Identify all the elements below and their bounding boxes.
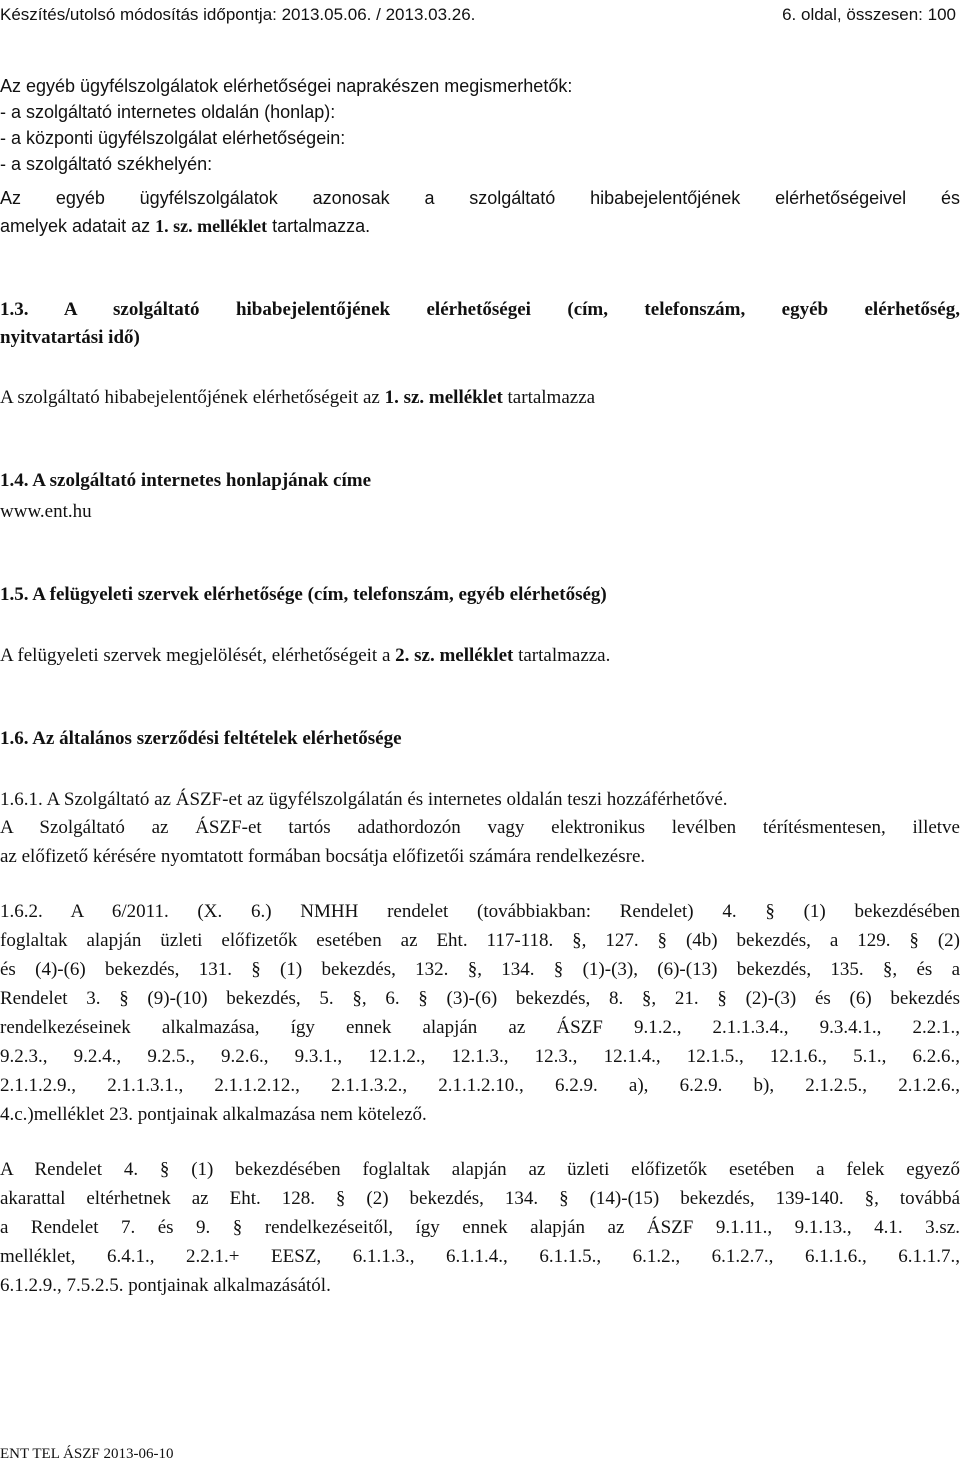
header-page-counter: 6. oldal, összesen: 100: [782, 5, 956, 24]
section-1-6-2-line-3: és (4)-(6) bekezdés, 131. § (1) bekezdés, 132. §, 134. § (1)-(3), (6)-(13) bekezdés, 135. §, és a: [0, 959, 960, 980]
section-1-5-heading: 1.5. A felügyeleti szervek elérhetősége (cím, telefonszám, egyéb elérhetőség): [0, 584, 607, 605]
rendelet-paragraph-line-2: akarattal eltérhetnek az Eht. 128. § (2) bekezdés, 134. § (14)-(15) bekezdés, 139-140. §, továbbá: [0, 1188, 960, 1209]
page-header: [0, 2, 960, 28]
section-1-3-text-a: A szolgáltató hibabejelentőjének elérhetőségeit az: [0, 387, 385, 408]
section-1-6-1-line-2: A Szolgáltató az ÁSZF-et tartós adathordozón vagy elektronikus levélben térítésmentesen, illetve: [0, 817, 960, 838]
section-1-6-2-line-2: foglaltak alapján üzleti előfizetők esetében az Eht. 117-118. §, 127. § (4b) bekezdés, a 129. § (2): [0, 930, 960, 951]
intro-line-2: - a szolgáltató internetes oldalán (honlap):: [0, 102, 336, 122]
page-footer: ENT TEL ÁSZF 2013-06-10: [0, 1446, 174, 1462]
header-modification-date: Készítés/utolsó módosítás időpontja: 2013.05.06. / 2013.03.26.: [0, 5, 476, 24]
annex-1-reference: 1. sz. melléklet: [155, 216, 268, 236]
section-1-6-heading: 1.6. Az általános szerződési feltételek elérhetősége: [0, 728, 402, 749]
intro-line-5: Az egyéb ügyfélszolgálatok azonosak a szolgáltató hibabejelentőjének elérhetőségeivel és: [0, 188, 960, 208]
section-1-5-text-c: tartalmazza.: [513, 645, 611, 666]
section-1-6-2-line-4: Rendelet 3. § (9)-(10) bekezdés, 5. §, 6. § (3)-(6) bekezdés, 8. §, 21. § (2)-(3) és (6) bekezdés: [0, 988, 960, 1009]
section-1-6-2-line-6: 9.2.3., 9.2.4., 9.2.5., 9.2.6., 9.3.1., 12.1.2., 12.1.3., 12.3., 12.1.4., 12.1.5., 12.1.6., 5.1., 6.2.6.,: [0, 1046, 960, 1067]
annex-1-reference: 1. sz. melléklet: [384, 387, 503, 408]
intro-text: amelyek adatait az: [0, 216, 156, 236]
section-1-3-text: [0, 383, 960, 412]
rendelet-paragraph-line-4: melléklet, 6.4.1., 2.2.1.+ EESZ, 6.1.1.3., 6.1.1.4., 6.1.1.5., 6.1.2., 6.1.2.7., 6.1.1.6., 6.1.1.7.,: [0, 1246, 960, 1267]
section-1-4-heading: 1.4. A szolgáltató internetes honlapjának címe: [0, 470, 372, 491]
section-1-6-2-line-8: 4.c.)melléklet 23. pontjainak alkalmazása nem kötelező.: [0, 1104, 427, 1125]
section-1-5-text-a: A felügyeleti szervek megjelölését, elérhetőségeit a: [0, 645, 396, 666]
intro-line-6: [0, 212, 960, 240]
rendelet-paragraph-line-3: a Rendelet 7. és 9. § rendelkezéseitől, így ennek alapján az ÁSZF 9.1.11., 9.1.13., 4.1. 3.sz.: [0, 1217, 960, 1238]
annex-2-reference: 2. sz. melléklet: [395, 645, 514, 666]
intro-text-end: tartalmazza.: [267, 216, 371, 236]
section-1-6-2-line-7: 2.1.1.2.9., 2.1.1.3.1., 2.1.1.2.12., 2.1.1.3.2., 2.1.1.2.10., 6.2.9. a), 6.2.9. b), 2.1.2.5., 2.1.2.6.,: [0, 1075, 960, 1096]
section-1-3-text-c: tartalmazza: [502, 387, 596, 408]
website-url: www.ent.hu: [0, 501, 92, 522]
section-1-6-1-line-1: 1.6.1. A Szolgáltató az ÁSZF-et az ügyfélszolgálatán és internetes oldalán teszi hozzáférhetővé.: [0, 789, 728, 810]
intro-line-4: - a szolgáltató székhelyén:: [0, 154, 213, 174]
section-1-6-1-line-3: az előfizető kérésére nyomtatott formában bocsátja előfizetői számára rendelkezésre.: [0, 846, 646, 867]
section-1-3-heading: 1.3. A szolgáltató hibabejelentőjének elérhetőségei (cím, telefonszám, egyéb elérhetőség,: [0, 299, 960, 320]
section-1-6-2-line-5: rendelkezéseinek alkalmazása, így ennek alapján az ÁSZF 9.1.2., 2.1.1.3.4., 9.3.4.1., 2.2.1.,: [0, 1017, 960, 1038]
rendelet-paragraph-line-1: A Rendelet 4. § (1) bekezdésében foglaltak alapján az üzleti előfizetők esetében a felek egyező: [0, 1159, 960, 1180]
intro-line-3: - a központi ügyfélszolgálat elérhetőségein:: [0, 128, 346, 148]
section-1-5-text: [0, 641, 960, 670]
section-1-6-2-line-1: 1.6.2. A 6/2011. (X. 6.) NMHH rendelet (továbbiakban: Rendelet) 4. § (1) bekezdésében: [0, 901, 960, 922]
rendelet-paragraph-line-5: 6.1.2.9., 7.5.2.5. pontjainak alkalmazásától.: [0, 1275, 331, 1296]
section-1-3-heading-cont: nyitvatartási idő): [0, 327, 140, 348]
intro-line-1: Az egyéb ügyfélszolgálatok elérhetőségei naprakészen megismerhetők:: [0, 76, 573, 96]
